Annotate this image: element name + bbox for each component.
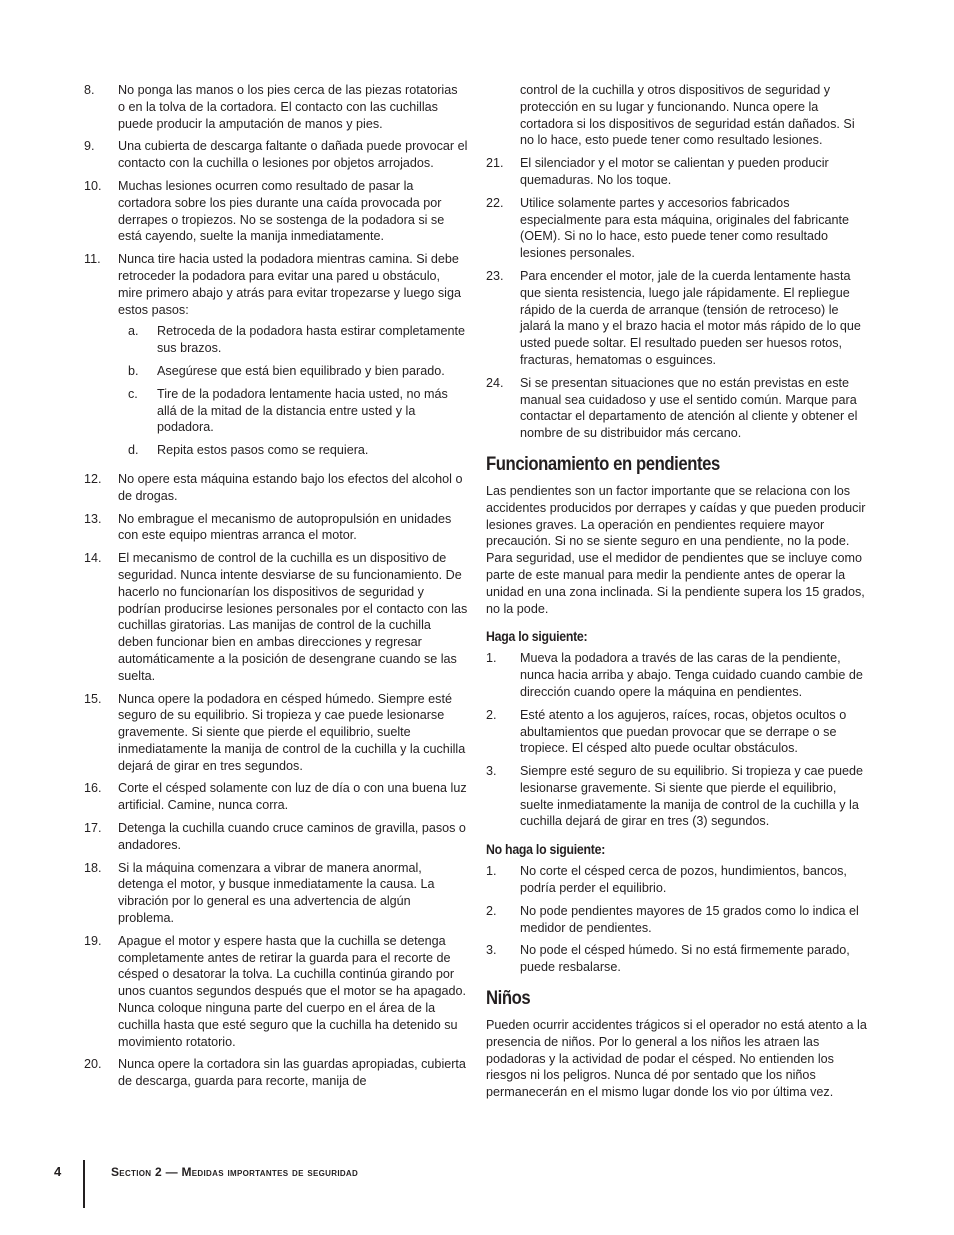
item-number: 20.	[84, 1057, 102, 1072]
list-item	[486, 375, 870, 442]
sub-list-item	[118, 363, 468, 380]
item-text: El silenciador y el motor se calientan y pueden producir quemaduras. No los toque.	[520, 156, 829, 187]
list-item	[84, 860, 468, 927]
right-column	[486, 82, 870, 1105]
list-item	[486, 903, 870, 937]
item-text: No opere esta máquina estando bajo los efectos del alcohol o de drogas.	[118, 471, 463, 503]
list-item	[486, 155, 870, 189]
list-item	[84, 82, 468, 132]
sub-list-item	[118, 386, 468, 436]
page-footer	[54, 1160, 654, 1208]
sub-item-text: Repita estos pasos como se requiera.	[157, 443, 369, 458]
item-number: 3.	[486, 943, 497, 958]
item-text: Nunca opere la podadora en césped húmedo. Siempre esté seguro de su equilibrio. Si tropieza y cae puede lesionarse gravemente. Si siente que pierde el equilibrio, suelte inmediatamente la manija de control de la cuchilla y la cuchilla dejará de girar en tres segundos.	[118, 691, 466, 773]
item-text: Para encender el motor, jale de la cuerda lentamente hasta que sienta resistencia, luego jale rápidamente. El repliegue rápido de la cuerda de arranque (tensión de retroceso) le jalará la mano y el brazo hacia el motor más rápido de lo que usted puede soltar. El resultado pueden ser huesos rotos, fracturas, hematomas o esguinces.	[520, 268, 861, 367]
item-number: 9.	[84, 139, 95, 154]
sub-list-item	[118, 442, 468, 459]
footer-divider	[83, 1160, 85, 1208]
slopes-intro: Las pendientes son un factor importante que se relaciona con los accidentes producidos por derrapes y caídas y que pueden producir lesiones graves. La operación en pendientes requiere mayor precaución. Si no se siente seguro en una pendiente, no la pode. Para seguridad, use el medidor de pendientes que se incluye como parte de este manual para medir la pendiente antes de operar la unidad en una zona inclinada. Si la pendiente supera los 15 grados, no la pode.	[486, 483, 866, 616]
sub-list	[118, 323, 468, 459]
sub-item-letter: b.	[128, 363, 139, 378]
item-number: 2.	[486, 707, 497, 722]
do-heading: Haga lo siguiente:	[486, 628, 588, 645]
item-text: Mueva la podadora a través de las caras de la pendiente, nunca hacia arriba y abajo. Tenga cuidado cuando cambie de dirección cuando opere la máquina en pendientes.	[520, 651, 863, 699]
item-number: 16.	[84, 781, 102, 796]
item-text: Si la máquina comenzara a vibrar de manera anormal, detenga el motor, y busque inmediatamente la causa. La vibración por lo general es una advertencia de algún problema.	[118, 860, 435, 926]
item-text: Nunca tire hacia usted la podadora mientras camina. Si debe retroceder la podadora para evitar una pared u obstáculo, mire primero abajo y atrás para evitar tropezarse y luego siga estos pasos:	[118, 252, 461, 317]
list-item	[84, 251, 468, 465]
item-number: 21.	[486, 156, 504, 171]
item-number: 18.	[84, 860, 102, 875]
item-body	[118, 251, 468, 465]
sub-item-letter: d.	[128, 443, 139, 458]
item-number: 15.	[84, 691, 102, 706]
item-number: 13.	[84, 511, 102, 526]
item-text: No corte el césped cerca de pozos, hundimientos, bancos, podría perder el equilibrio.	[520, 864, 847, 896]
item-number: 23.	[486, 268, 504, 283]
sub-list-item	[118, 323, 468, 357]
item-text: Nunca opere la cortadora sin las guardas apropiadas, cubierta de descarga, guarda para recorte, manija de	[118, 1057, 466, 1089]
children-text: Pueden ocurrir accidentes trágicos si el operador no está atento a la presencia de niños. Por lo general a los niños les atraen las podadoras y la actividad de podar el césped. No entienden los riesgos ni los peligros. Nunca dé por sentado que los niños permanecerán en el mismo lugar donde los vio por última vez.	[486, 1018, 867, 1100]
list-item	[486, 650, 870, 700]
item-text: Corte el césped solamente con luz de día o con una buena luz artificial. Camine, nunca corra.	[118, 781, 467, 813]
item-text: Esté atento a los agujeros, raíces, rocas, objetos ocultos o abultamientos que puedan provocar que se derrape o se tropiece. El césped alto puede ocultar obstáculos.	[520, 707, 847, 756]
item-number: 12.	[84, 471, 102, 486]
list-item	[84, 820, 468, 854]
item-text: Muchas lesiones ocurren como resultado de pasar la cortadora sobre los pies durante una caída provocada por derrapes o tropiezos. No se sostenga de la podadora si se está cayendo, suelte la manija inmediatamente.	[118, 178, 445, 244]
item-text: No ponga las manos o los pies cerca de las piezas rotatorias o en la tolva de la cortadora. El contacto con las cuchillas puede producir la amputación de manos y pies.	[118, 83, 458, 131]
item-text: No pode el césped húmedo. Si no está firmemente parado, puede resbalarse.	[520, 943, 850, 975]
item-text: No pode pendientes mayores de 15 grados como lo indica el medidor de pendientes.	[520, 903, 859, 935]
list-item	[486, 268, 870, 369]
dont-heading: No haga lo siguiente:	[486, 841, 606, 858]
item-number: 11.	[84, 252, 101, 267]
list-item	[486, 707, 870, 757]
list-item	[486, 763, 870, 830]
item-text: Si se presentan situaciones que no están previstas en este manual sea cuidadoso y use el sentido común. Marque para contactar el departamento de atención al cliente y obtener el nombre de su distribuidor más cercano.	[520, 375, 858, 441]
sub-item-letter: c.	[128, 386, 138, 401]
item-text: Una cubierta de descarga faltante o dañada puede provocar el contacto con la cuchilla o lesiones por objetos arrojados.	[118, 139, 468, 171]
item-number: 10.	[84, 178, 102, 193]
list-item	[84, 933, 468, 1051]
sub-item-text: Tire de la podadora lentamente hacia usted, no más allá de la mitad de la distancia entre usted y la podadora.	[157, 386, 448, 435]
section-title: Section 2 — Medidas importantes de seguridad	[111, 1165, 359, 1179]
item-number: 3.	[486, 764, 497, 779]
list-item	[84, 691, 468, 775]
list-item	[486, 942, 870, 976]
list-item	[486, 863, 870, 897]
list-item	[84, 178, 468, 245]
item-number: 1.	[486, 864, 497, 879]
list-item	[84, 511, 468, 545]
slopes-heading: Funcionamiento en pendientes	[486, 453, 720, 475]
list-item	[486, 195, 870, 262]
item-number: 24.	[486, 375, 504, 390]
list-item	[84, 1056, 468, 1090]
item-text: El mecanismo de control de la cuchilla es un dispositivo de seguridad. Nunca intente desviarse de su funcionamiento. De hacerlo no funcionarían los dispositivos de seguridad y podrían producirse lesiones personales por el contacto con las cuchillas giratorias. Las manijas de control de la cuchilla deben funcionar bien en ambas direcciones y regresar automáticamente a la posición de desengrane cuando se las suelta.	[118, 551, 468, 683]
sub-item-letter: a.	[128, 324, 139, 339]
list-item	[84, 471, 468, 505]
item-number: 17.	[84, 821, 102, 836]
item-text: Apague el motor y espere hasta que la cuchilla se detenga completamente antes de retirar la guarda para el recorte de césped o desatorar la tolva. La cuchilla continúa girando por unos cuantos segundos después que el motor se ha apagado. Nunca coloque ninguna parte del cuerpo en el área de la cuchilla hasta que esté seguro que la cuchilla ha detenido su movimiento rotatorio.	[118, 933, 466, 1049]
sub-item-text: Retroceda de la podadora hasta estirar completamente sus brazos.	[157, 324, 466, 356]
item-number: 19.	[84, 933, 102, 948]
children-heading: Niños	[486, 988, 531, 1010]
item-number: 22.	[486, 195, 504, 210]
item-number: 8.	[84, 83, 95, 97]
item-number: 2.	[486, 903, 497, 918]
list-item	[84, 550, 468, 684]
page-number: 4	[54, 1164, 62, 1179]
item-text: No embrague el mecanismo de autopropulsión en unidades con este equipo mientras arranca el motor.	[118, 511, 452, 543]
sub-item-text: Asegúrese que está bien equilibrado y bien parado.	[157, 363, 445, 378]
item-number: 14.	[84, 551, 102, 566]
item-text: Siempre esté seguro de su equilibrio. Si tropieza y cae puede lesionarse gravemente. Si siente que pierde el equilibrio, suelte inmediatamente la manija de control de la cuchilla y la cuchilla dejará de girar en tres (3) segundos.	[520, 764, 864, 829]
left-column	[84, 82, 468, 1096]
item-text: Utilice solamente partes y accesorios fabricados especialmente para esta máquina, originales del fabricante (OEM). Si no lo hace, esto puede tener como resultado lesiones personales.	[520, 195, 850, 261]
item-number: 1.	[486, 651, 497, 666]
item-continuation: control de la cuchilla y otros dispositivos de seguridad y protección en su lugar y funcionando. Nunca opere la cortadora si los dispositivos de seguridad están dañados. Si no lo hace, esto puede tener como resultado lesiones.	[520, 83, 855, 148]
item-text: Detenga la cuchilla cuando cruce caminos de gravilla, pasos o andadores.	[118, 821, 466, 852]
list-item	[84, 780, 468, 814]
list-item	[84, 138, 468, 172]
